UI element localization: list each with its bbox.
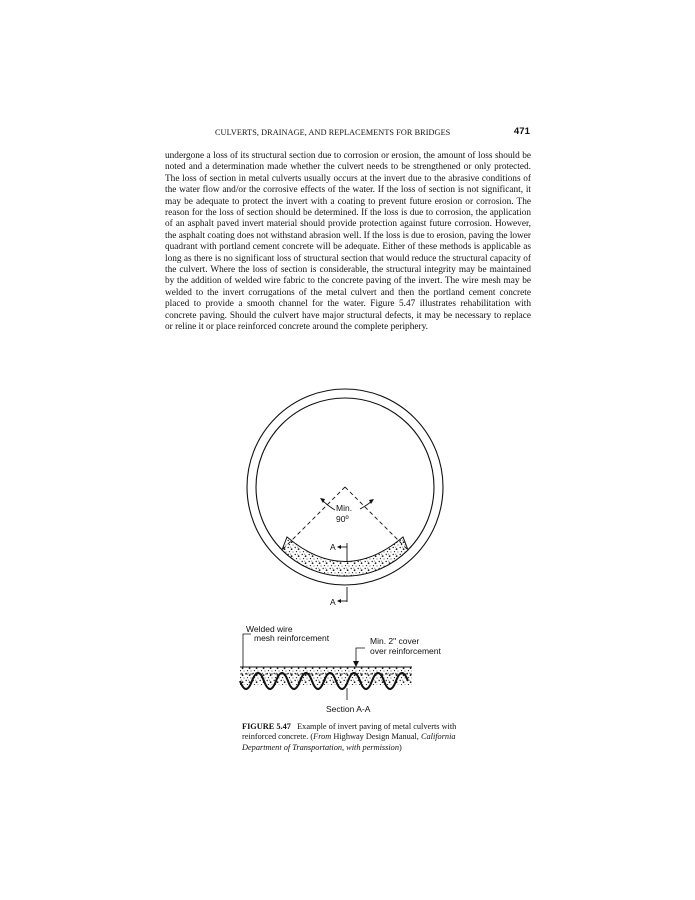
body-paragraph: undergone a loss of its structural section due to corrosion or erosion, the amount of loss should be noted and a determination made whether the culvert needs to be strengthened or only protected. The loss of section in metal culverts usually occurs at the invert due to the abrasive conditions of the water flow and/or the corrosive effects of the water. If the loss of section is not significant, it may be adequate to protect the invert with a coating to prevent future erosion or corrosion. The reason for the loss of section should be determined. If the loss is due to corrosion, the application of an asphalt paved invert material should provide protection against future corrosion. However, the asphalt coating does not withstand abrasion well. If the loss is due to erosion, paving the lower quadrant with portland cement concrete will be adequate. Either of these methods is applicable as long as there is no significant loss of structural section that would reduce the structural capacity of the culvert. Where the loss of section is considerable, the structural integrity may be maintained by the addition of welded wire fabric to the concrete paving of the invert. The wire mesh may be welded to the invert corrugations of the metal culvert and then the portland cement concrete placed to provide a smooth channel for the water. Figure 5.47 illustrates rehabilitation with concrete paving. Should the culvert have major structural defects, it may be necessary to replace or reline it or place reinforced concrete around the complete periphery.	[165, 151, 531, 333]
caption-source: Highway Design Manual,	[331, 732, 421, 742]
caption-close: )	[398, 742, 402, 752]
angle-dash-right	[345, 487, 407, 549]
angle-label-degrees: 90º	[336, 514, 349, 524]
page-number: 471	[513, 126, 530, 137]
section-title: Section A-A	[326, 704, 371, 714]
running-title: CULVERTS, DRAINAGE, AND REPLACEMENTS FOR BRIDGES	[215, 128, 451, 137]
caption-from: From	[313, 732, 332, 742]
cover-label-line1: Min. 2" cover	[370, 636, 420, 646]
invert-paving	[282, 537, 408, 576]
cover-label-line2: over reinforcement	[370, 646, 441, 656]
welded-wire-leader	[243, 634, 251, 671]
angle-label-min: Min.	[336, 503, 353, 513]
section-marker-upper: A	[330, 542, 336, 552]
welded-wire-label-line2: mesh reinforcement	[254, 633, 330, 643]
caption-credit: California Department of Transportation, with permission	[242, 732, 456, 752]
section-marker-lower: A	[330, 597, 336, 607]
figure-label: FIGURE 5.47	[242, 722, 291, 731]
figure-caption	[242, 722, 472, 753]
caption-text: Example of invert paving of metal culverts with reinforced concrete. (	[242, 722, 457, 742]
welded-wire-label-line1: Welded wire	[246, 624, 293, 634]
